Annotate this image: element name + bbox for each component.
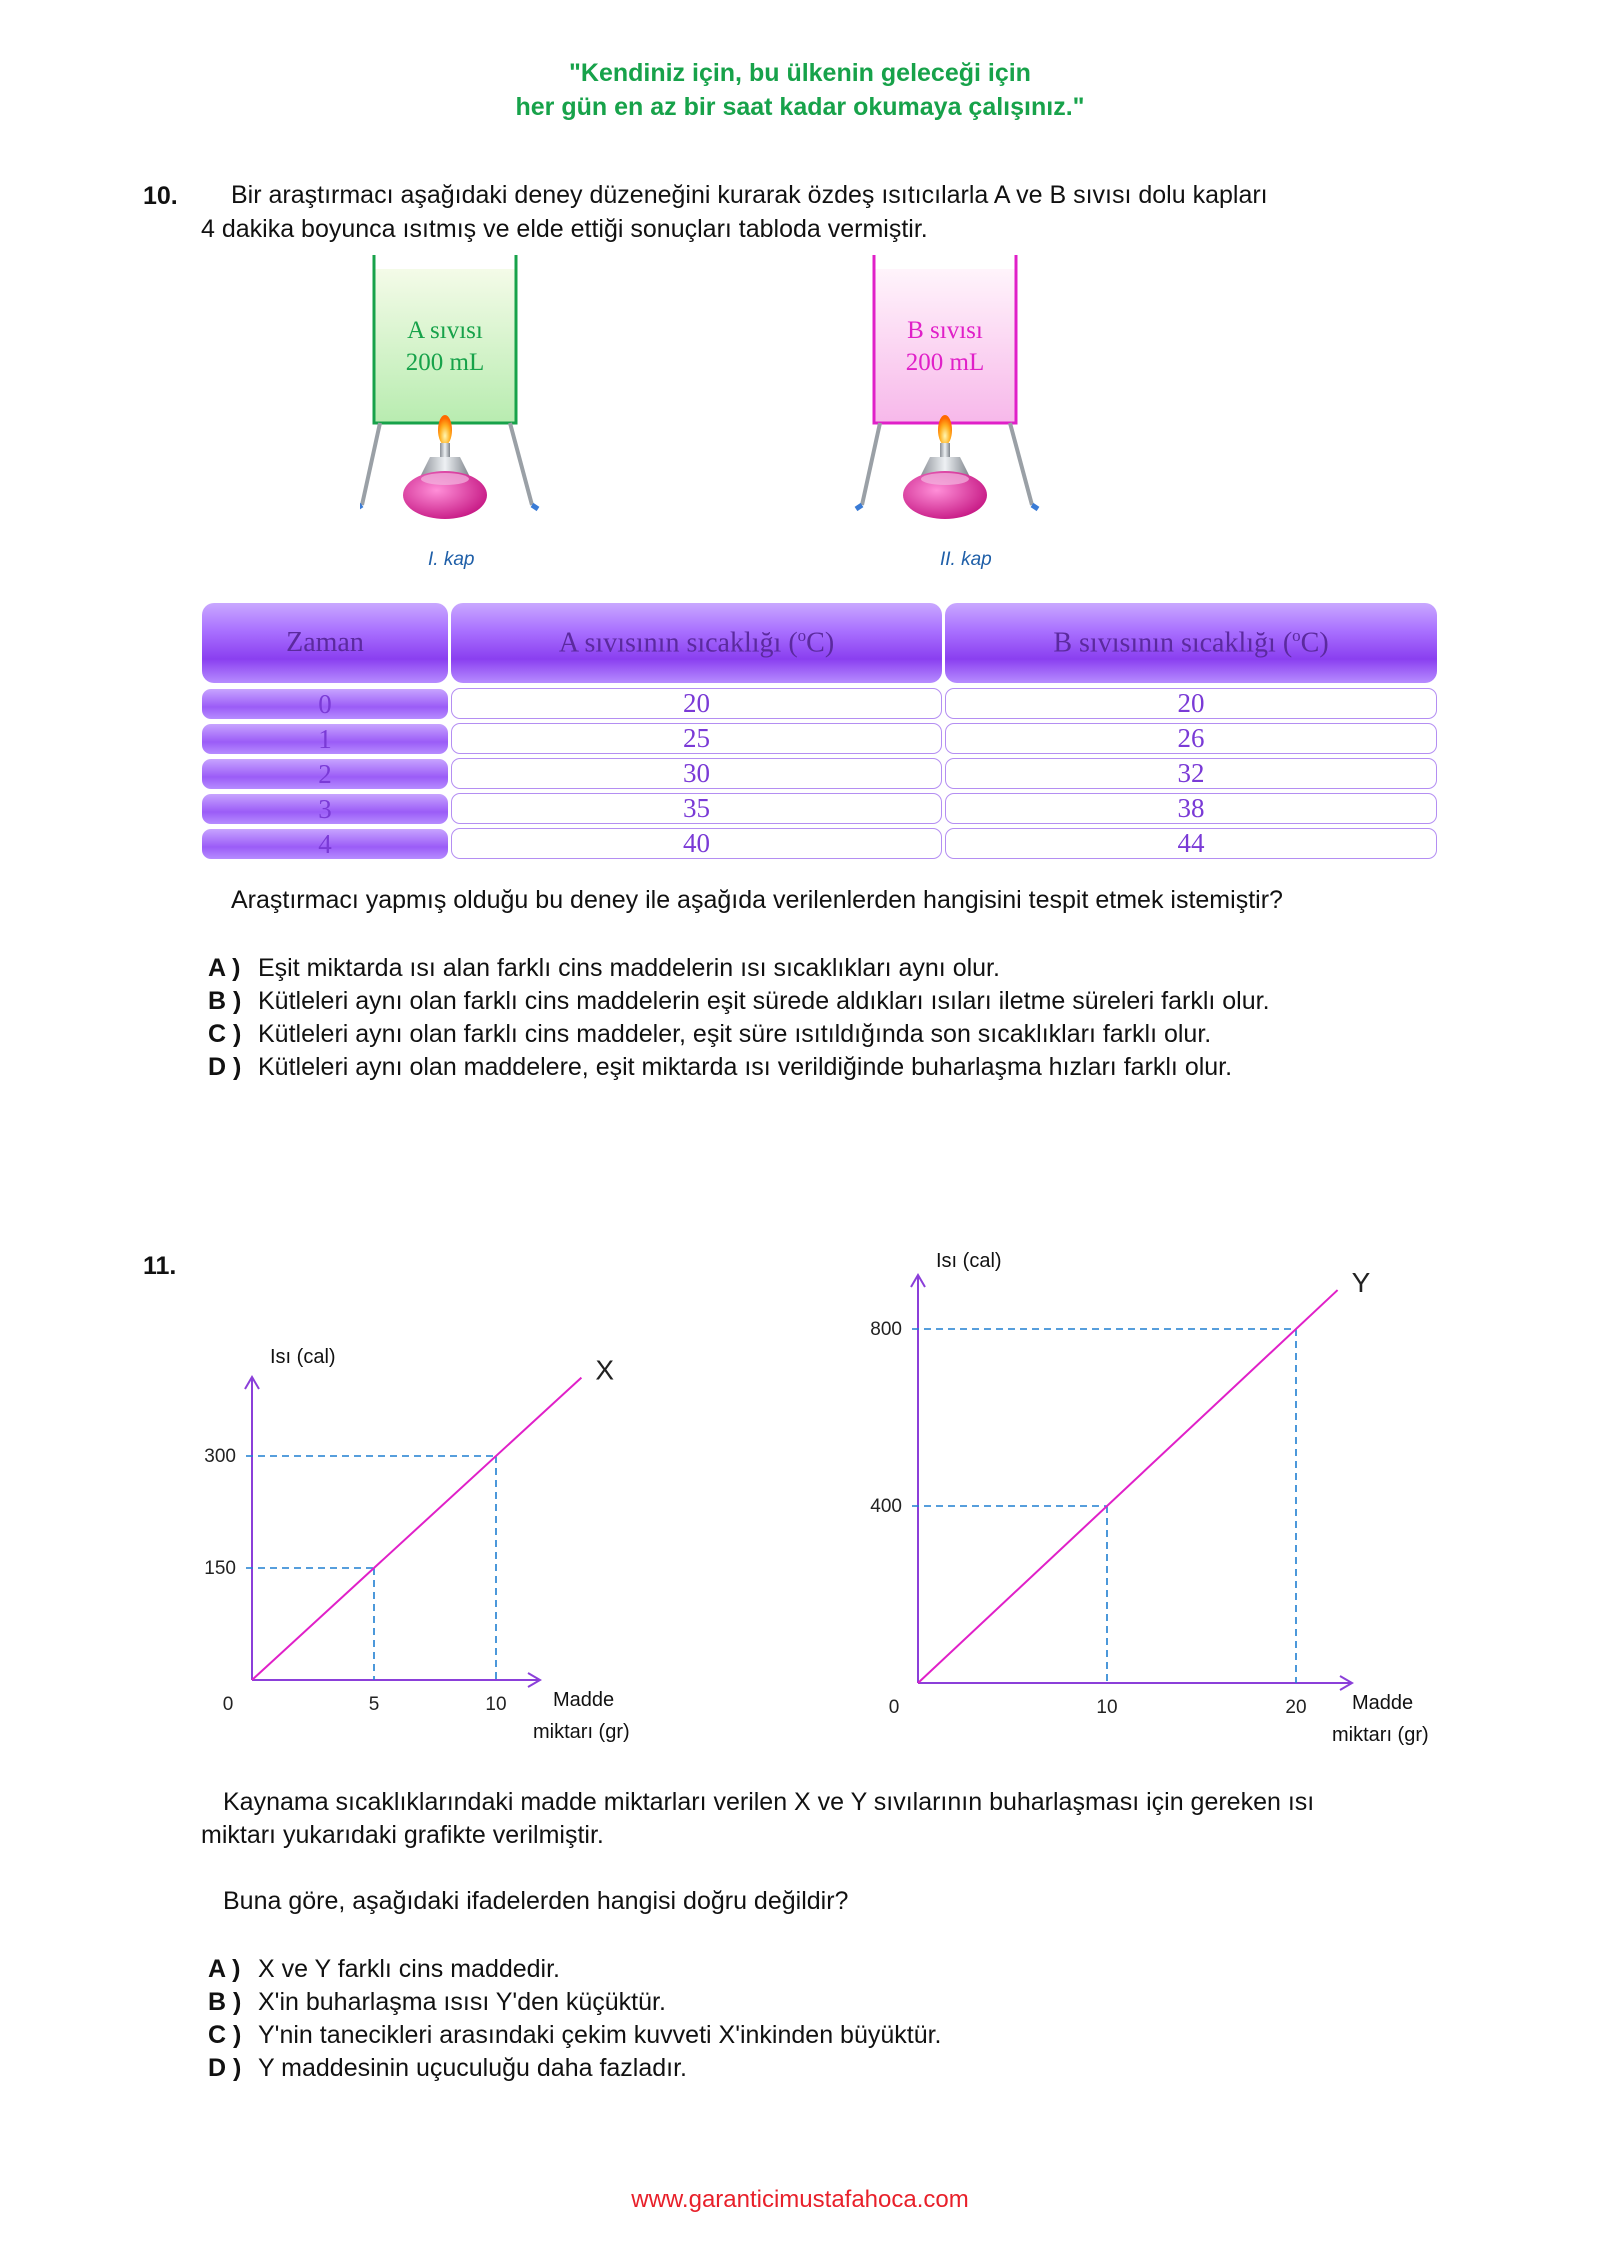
beaker-a [360, 255, 538, 519]
q11-option-c-letter: C ) [208, 2021, 242, 2049]
header-b-label: B sıvısının sıcaklığı ($^o$C) [1053, 626, 1329, 659]
chart-y-series-line [918, 1290, 1338, 1683]
table-row-2-a: 30 [451, 758, 942, 789]
q11-option-a-text: X ve Y farklı cins maddedir. [258, 1955, 561, 1983]
q10-option-d-letter: D ) [208, 1053, 242, 1081]
question-10-prompt: Araştırmacı yapmış olduğu bu deney ile aşağıda verilenlerden hangisini tespit etmek istemiştir? [231, 886, 1283, 914]
table-row-4-b: 44 [945, 828, 1437, 859]
chart-x [180, 1335, 700, 1755]
q11-option-b-text: X'in buharlaşma ısısı Y'den küçüktür. [258, 1988, 666, 2016]
table-row-1-b: 26 [945, 723, 1437, 754]
footer-url[interactable]: www.garanticimustafahoca.com [631, 2186, 969, 2213]
beaker-b-volume: 200 mL [905, 349, 985, 376]
q10-option-d[interactable] [208, 1050, 1232, 1084]
table-row-3-zaman: 3 [202, 794, 448, 824]
q10-option-c[interactable] [208, 1017, 1211, 1051]
beaker-a-name: A sıvısı [407, 317, 483, 344]
q11-option-d-letter: D ) [208, 2054, 242, 2082]
chart-x-x-tick-0: 0 [222, 1694, 234, 1715]
chart-x-x-axis-label-1: Madde [553, 1689, 615, 1711]
q10-option-b-letter: B ) [208, 987, 242, 1015]
table-header-zaman [202, 603, 448, 683]
q11-option-d-text: Y maddesinin uçuculuğu daha fazladır. [258, 2054, 688, 2082]
q10-option-d-text: Kütleleri aynı olan maddelere, eşit miktarda ısı verildiğinde buharlaşma hızları farklı olur. [258, 1053, 1233, 1081]
q11-option-b-letter: B ) [208, 1988, 242, 2016]
chart-y-x-axis-label-1: Madde [1352, 1692, 1414, 1714]
chart-y-y-axis-label: Isı (cal) [936, 1250, 1002, 1272]
q10-option-c-letter: C ) [208, 1020, 242, 1048]
beaker-a-volume: 200 mL [405, 349, 485, 376]
chart-x-y-tick-150: 150 [204, 1558, 236, 1579]
q11-option-c-text: Y'nin tanecikleri arasındaki çekim kuvveti X'inkinden büyüktür. [258, 2021, 942, 2049]
question-11-text-line-1: Kaynama sıcaklıklarındaki madde miktarları verilen X ve Y sıvılarının buharlaşması için gereken ısı [223, 1788, 1315, 1816]
header-a-label: A sıvısının sıcaklığı ($^o$C) [558, 626, 835, 659]
question-11-number: 11. [143, 1252, 177, 1280]
chart-y [840, 1245, 1460, 1755]
table-row-3-a: 35 [451, 793, 942, 824]
table-row-0-zaman: 0 [202, 689, 448, 719]
question-11-text-line-2: miktarı yukarıdaki grafikte verilmiştir. [201, 1821, 604, 1849]
q10-option-c-text: Kütleleri aynı olan farklı cins maddeler, eşit süre ısıtıldığında son sıcaklıkları farklı olur. [258, 1020, 1212, 1048]
chart-y-x-tick-20: 20 [1285, 1697, 1307, 1718]
motto-line-2: her gün en az bir saat kadar okumaya çalışınız." [515, 93, 1085, 121]
table-header-b [945, 603, 1437, 683]
table-row-4-zaman: 4 [202, 829, 448, 859]
q10-option-b[interactable] [208, 984, 1270, 1018]
question-10-number: 10. [143, 182, 178, 210]
table-header-a [451, 603, 942, 683]
chart-x-x-axis-label-2: miktarı (gr) [533, 1721, 630, 1743]
table-row-0-a: 20 [451, 688, 942, 719]
chart-x-series-line [252, 1378, 581, 1680]
table-row-1-a: 25 [451, 723, 942, 754]
table-row-0-b: 20 [945, 688, 1437, 719]
question-11-prompt: Buna göre, aşağıdaki ifadelerden hangisi doğru değildir? [223, 1887, 849, 1915]
question-10-intro-line-1: Bir araştırmacı aşağıdaki deney düzeneğini kurarak özdeş ısıtıcılarla A ve B sıvısı dolu kapları [231, 181, 1268, 209]
q11-option-d[interactable] [208, 2051, 687, 2085]
question-10-intro-line-2: 4 dakika boyunca ısıtmış ve elde ettiği sonuçları tabloda vermiştir. [201, 215, 928, 243]
chart-y-x-tick-0: 0 [888, 1697, 900, 1718]
table-row-4-a: 40 [451, 828, 942, 859]
q10-option-a[interactable] [208, 951, 1000, 985]
q11-option-a[interactable] [208, 1952, 560, 1986]
table-row-2-zaman: 2 [202, 759, 448, 789]
chart-y-series-label: Y [1351, 1267, 1371, 1299]
table-row-3-b: 38 [945, 793, 1437, 824]
chart-x-x-tick-5: 5 [368, 1694, 380, 1715]
q10-option-b-text: Kütleleri aynı olan farklı cins maddelerin eşit sürede aldıkları ısıları iletme süreleri farklı olur. [258, 987, 1270, 1015]
beaker-b-name: B sıvısı [907, 317, 983, 344]
chart-x-y-tick-300: 300 [204, 1446, 236, 1467]
beaker-a-label [374, 315, 516, 379]
q10-option-a-text: Eşit miktarda ısı alan farklı cins maddelerin ısı sıcaklıkları aynı olur. [258, 954, 1000, 982]
chart-y-x-tick-10: 10 [1096, 1697, 1118, 1718]
beaker-b-caption: II. kap [940, 549, 992, 570]
beaker-b-label [874, 315, 1016, 379]
beaker-a-caption: I. kap [428, 549, 475, 570]
chart-y-x-axis-label-2: miktarı (gr) [1332, 1724, 1429, 1746]
q11-option-a-letter: A ) [208, 1955, 241, 1983]
table-row-1-zaman: 1 [202, 724, 448, 754]
chart-x-y-axis-label: Isı (cal) [270, 1346, 336, 1368]
chart-x-series-label: X [595, 1354, 615, 1386]
table-row-2-b: 32 [945, 758, 1437, 789]
experiment-illustration [360, 255, 1080, 545]
header-zaman-label: Zaman [286, 627, 364, 658]
beaker-b [856, 255, 1038, 519]
q10-option-a-letter: A ) [208, 954, 241, 982]
motto-line-1: "Kendiniz için, bu ülkenin geleceği için [569, 59, 1031, 87]
q11-option-c[interactable] [208, 2018, 942, 2052]
chart-y-y-tick-800: 800 [870, 1319, 902, 1340]
q11-option-b[interactable] [208, 1985, 666, 2019]
chart-x-x-tick-10: 10 [485, 1694, 507, 1715]
chart-y-y-tick-400: 400 [870, 1496, 902, 1517]
